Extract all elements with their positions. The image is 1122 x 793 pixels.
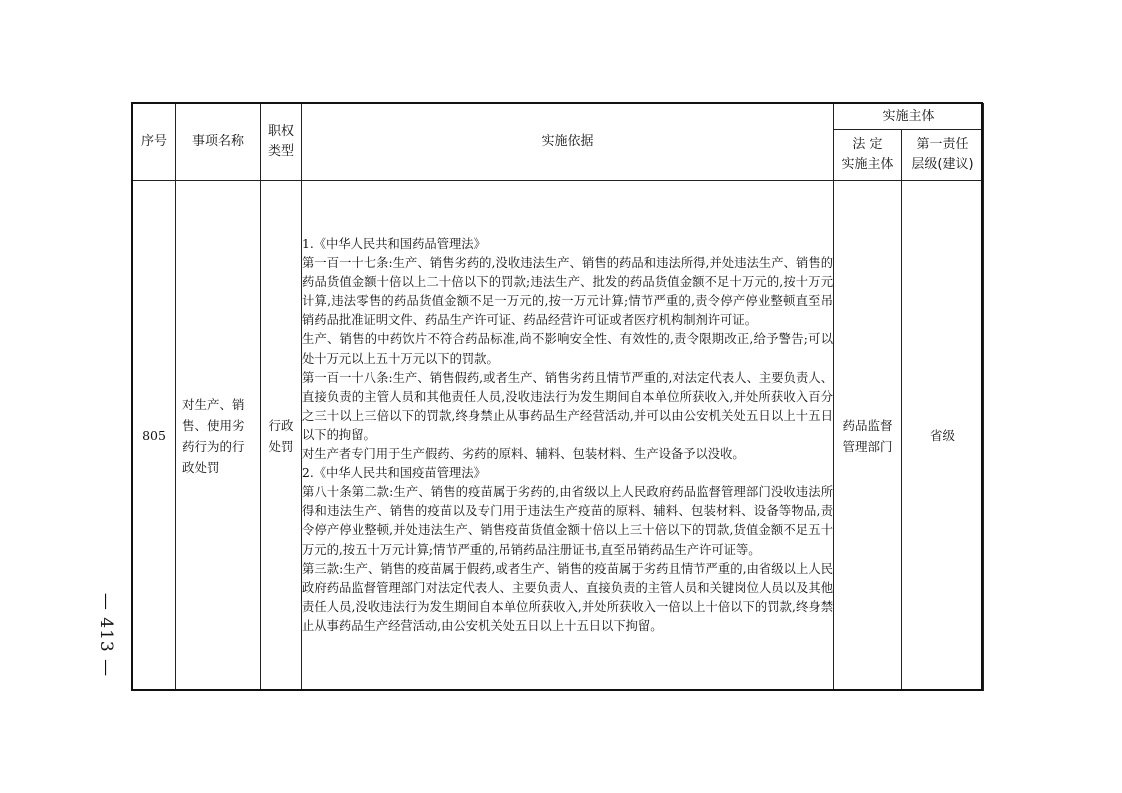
row-power-type: 行政处罚 [268, 417, 294, 454]
basis-paragraph: 2.《中华人民共和国疫苗管理法》 [302, 466, 486, 481]
row-basis [302, 181, 834, 691]
basis-paragraph: 第一百一十七条:生产、销售劣药的,没收违法生产、销售的药品和违法所得,并处违法生产、销售的药品货值金额十倍以上二十倍以下的罚款;违法生产、批发的药品货值金额不足十万元的,按十万元计算,违法零售的药品货值金额不足一万元的,按一万元计算;情节严重的,责令停产停业整顿直至吊销药品批准证明文件、药品生产许可证、药品经营许可证或者医疗机构制剂许可证。 [302, 256, 833, 328]
basis-paragraph: 生产、销售的中药饮片不符合药品标准,尚不影响安全性、有效性的,责令限期改正,给予警告;可以处十万元以上五十万元以下的罚款。 [302, 332, 833, 366]
row-legal-subject: 药品监督管理部门 [842, 417, 893, 454]
header-legal-subject: 法 定 实施主体 [834, 130, 902, 181]
header-seq: 序号 [133, 104, 176, 181]
header-power-type [261, 104, 302, 181]
header-basis: 实施依据 [302, 104, 834, 181]
row-legal-subject-cell [834, 181, 902, 691]
basis-paragraph: 对生产者专门用于生产假药、劣药的原料、辅料、包装材料、生产设备予以没收。 [302, 447, 745, 462]
enforcement-table [132, 103, 984, 691]
basis-paragraph: 1.《中华人民共和国药品管理法》 [302, 237, 486, 252]
header-power-type-text: 职权类型 [267, 124, 294, 159]
header-subject: 实施主体 [834, 104, 984, 130]
table-row [133, 181, 984, 691]
row-item-name-cell [176, 181, 261, 691]
row-power-type-cell [261, 181, 302, 691]
basis-paragraph: 第三款:生产、销售的疫苗属于假药,或者生产、销售的疫苗属于劣药且情节严重的,由省级以上人民政府药品监督管理部门对法定代表人、主要负责人、直接负责的主管人员和关键岗位人员以及其他责任人员,没收违法行为发生期间自本单位所获收入,并处所获收入一倍以上十倍以下的罚款,终身禁止从事药品生产经营活动,由公安机关处五日以上十五日以下拘留。 [302, 561, 833, 633]
row-seq: 805 [133, 181, 176, 691]
row-item-name: 对生产、销售、使用劣药行为的行政处罚 [182, 396, 245, 475]
header-first-level: 第一责任 层级(建议) [902, 130, 984, 181]
basis-paragraph: 第一百一十八条:生产、销售假药,或者生产、销售劣药且情节严重的,对法定代表人、主要负责人、直接负责的主管人员和其他责任人员,没收违法行为发生期间自本单位所获收入,并处所获收入百分之三十以上三倍以下的罚款,终身禁止从事药品生产经营活动,并可以由公安机关处五日以上十五日以下的拘留。 [302, 370, 833, 442]
header-item-name: 事项名称 [176, 104, 261, 181]
row-first-level: 省级 [902, 181, 984, 691]
page-number: — 413 — [96, 592, 116, 678]
basis-paragraph: 第八十条第二款:生产、销售的疫苗属于劣药的,由省级以上人民政府药品监督管理部门没收违法所得和违法生产、销售的疫苗以及专门用于违法生产疫苗的原料、辅料、包装材料、设备等物品,责令停产停业整顿,并处违法生产、销售疫苗货值金额十倍以上三十倍以下的罚款,货值金额不足五十万元的,按五十万元计算;情节严重的,吊销药品注册证书,直至吊销药品生产许可证等。 [302, 485, 833, 557]
